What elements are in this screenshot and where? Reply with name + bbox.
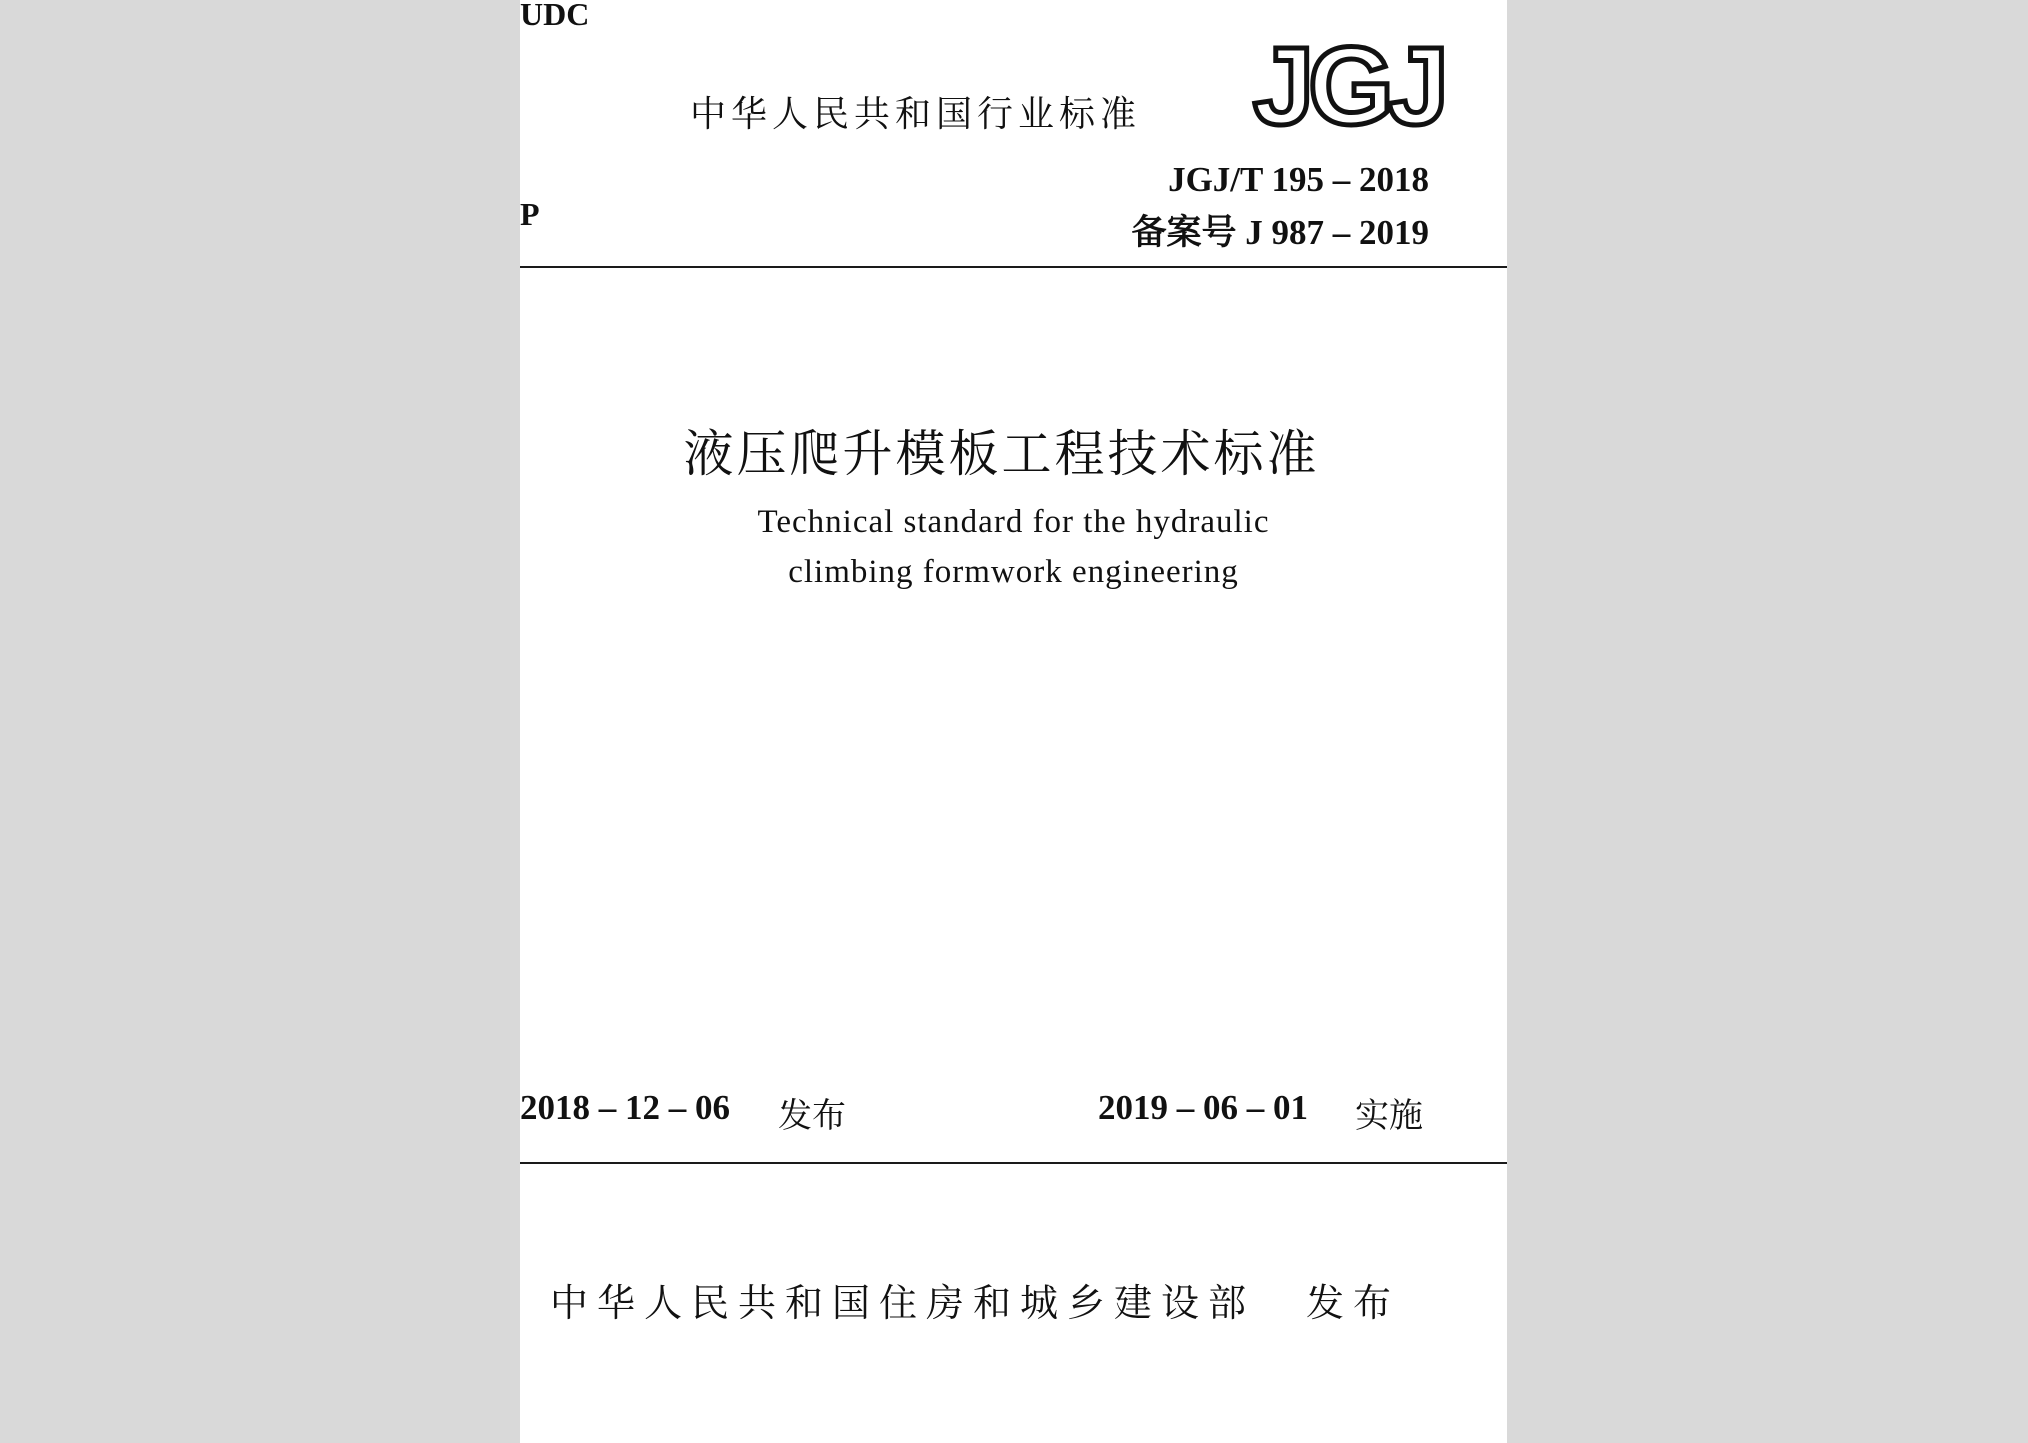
- standard-code: JGJ/T 195 – 2018: [1168, 160, 1429, 199]
- chinese-title: 液压爬升模板工程技术标准: [683, 425, 1320, 483]
- document-cover-page: [520, 0, 1507, 1443]
- classification-mark: P: [520, 196, 540, 232]
- top-divider: [520, 266, 1507, 268]
- english-title-line-2: climbing formwork engineering: [788, 554, 1239, 590]
- publisher: 中华人民共和国住房和城乡建设部: [550, 1281, 1256, 1325]
- bottom-divider: [520, 1162, 1507, 1164]
- publish-label: 发布: [1306, 1281, 1401, 1325]
- issue-date: 2018 – 12 – 06: [520, 1088, 730, 1127]
- english-title-line-1: Technical standard for the hydraulic: [757, 504, 1270, 540]
- svg-text:JGJ: JGJ: [1253, 32, 1443, 136]
- issue-label: 发布: [778, 1096, 846, 1136]
- implementation-date: 2019 – 06 – 01: [1098, 1088, 1308, 1127]
- jgj-logo: [1244, 32, 1452, 136]
- english-title: [520, 497, 1507, 597]
- implementation-label: 实施: [1355, 1096, 1423, 1136]
- udc-label: UDC: [520, 0, 590, 32]
- record-number: 备案号 J 987 – 2019: [1131, 213, 1429, 252]
- standard-category-title: 中华人民共和国行业标准: [690, 94, 1142, 135]
